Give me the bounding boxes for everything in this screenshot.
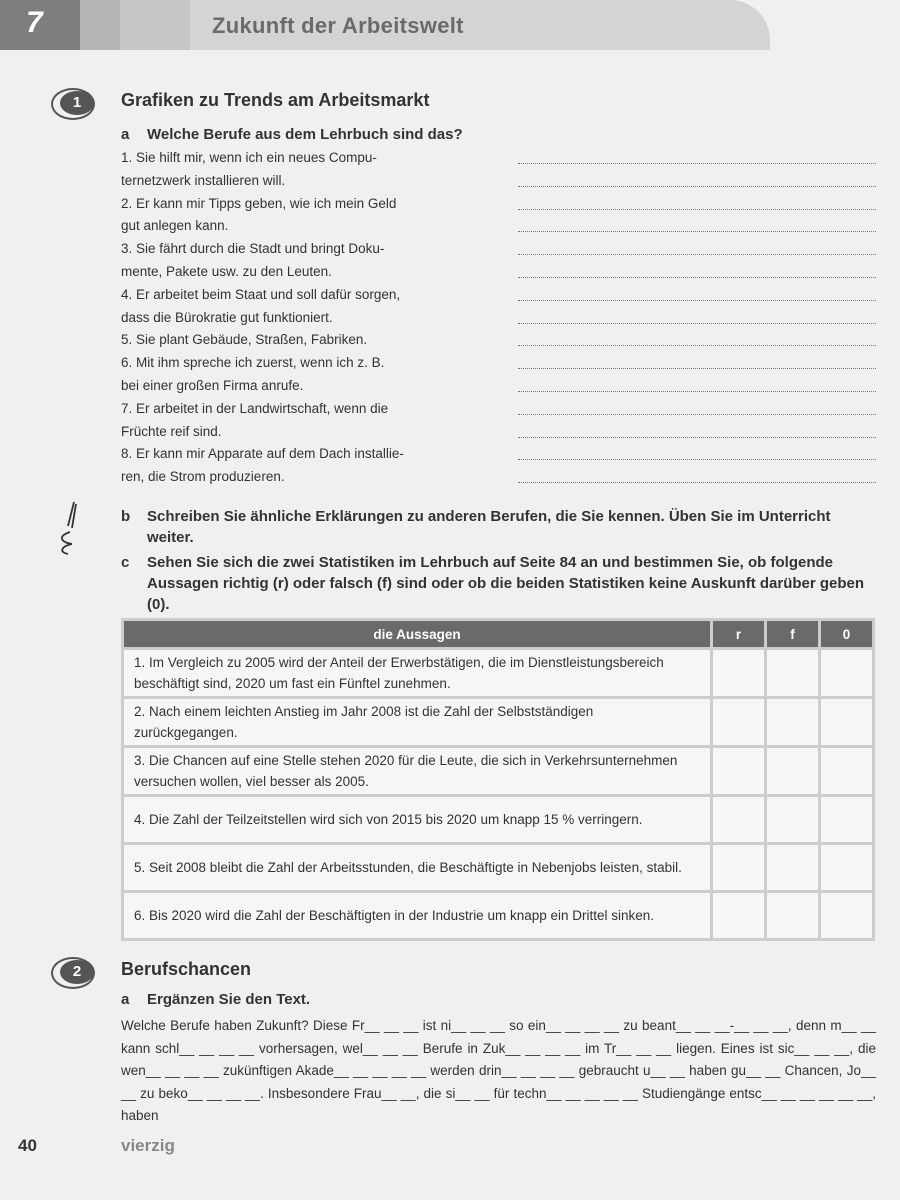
task-letter: c <box>121 554 130 571</box>
answer-line[interactable] <box>518 231 876 232</box>
table-row <box>123 698 874 747</box>
task-2a <box>121 989 876 1010</box>
statement-text: 5. Seit 2008 bleibt die Zahl der Arbeitsstunden, die Beschäftigte in Nebenjobs leisten, stabil. <box>123 844 712 892</box>
statement-text: 2. Nach einem leichten Anstieg im Jahr 2008 ist die Zahl der Selbstständigen zurückgegangen. <box>123 698 712 747</box>
question-line: 2. Er kann mir Tipps geben, wie ich mein Geld <box>121 195 397 211</box>
gap-fill-text: Welche Berufe haben Zukunft? Diese Fr__ __ __ ist ni__ __ __ so ein__ __ __ __ zu beant__ __ __-__ __ __, denn m__ __ kann schl__ __ __ __ vorhersagen, wel__ __ __ Berufe in Zuk__ __ __ __ im Tr__ __ __ liegen. Eines ist sic__ __ __, die wen__ __ __ __ zukünftigen Akade__ __ __ __ __ werden drin__ __ __ __ gebraucht u__ __ haben gu__ __ Chancen, Jo__ __ zu beko__ __ __ __. Insbesondere Frau__ __, die si__ __ für techn__ __ __ __ __ Studiengänge entsc__ __ __ __ __ __, haben <box>121 1018 876 1123</box>
task-1c <box>121 552 876 615</box>
answer-cell-r[interactable] <box>712 844 766 892</box>
statement-text: 6. Bis 2020 wird die Zahl der Beschäftigten in der Industrie um knapp ein Drittel sinken. <box>123 892 712 940</box>
question-line: Früchte reif sind. <box>121 423 222 439</box>
page-number: 40 <box>18 1136 37 1155</box>
answer-line[interactable] <box>518 209 876 210</box>
answer-cell-r[interactable] <box>712 649 766 698</box>
question-line: 4. Er arbeitet beim Staat und soll dafür sorgen, <box>121 286 401 302</box>
task-letter: b <box>121 508 131 525</box>
task-1b <box>121 506 876 548</box>
question-line: 1. Sie hilft mir, wenn ich ein neues Compu- <box>121 150 377 165</box>
exercise-1-title: Grafiken zu Trends am Arbeitsmarkt <box>121 90 430 110</box>
answer-line[interactable] <box>518 391 876 392</box>
question-line: dass die Bürokratie gut funktioniert. <box>121 309 333 325</box>
header-accent <box>80 0 120 50</box>
page-number-word: vierzig <box>121 1136 175 1155</box>
question-line: 3. Sie fährt durch die Stadt und bringt Doku- <box>121 241 385 257</box>
column-header-f: f <box>766 620 820 649</box>
task-text: Schreiben Sie ähnliche Erklärungen zu anderen Berufen, die Sie kennen. Üben Sie im Unterricht weiter. <box>147 508 831 546</box>
answer-cell-0[interactable] <box>820 844 874 892</box>
task-letter: a <box>121 991 130 1008</box>
table-row <box>123 649 874 698</box>
answer-cell-f[interactable] <box>766 796 820 844</box>
answer-cell-f[interactable] <box>766 698 820 747</box>
answer-cell-f[interactable] <box>766 747 820 796</box>
answer-line[interactable] <box>518 163 876 164</box>
question-line: ternetzwerk installieren will. <box>121 172 286 188</box>
header-accent-light <box>120 0 190 50</box>
question-line: 7. Er arbeitet in der Landwirtschaft, wenn die <box>121 400 389 416</box>
answer-cell-0[interactable] <box>820 892 874 940</box>
question-line: 6. Mit ihm spreche ich zuerst, wenn ich z. B. <box>121 355 385 371</box>
answer-cell-f[interactable] <box>766 649 820 698</box>
answer-line[interactable] <box>518 345 876 346</box>
answer-cell-0[interactable] <box>820 796 874 844</box>
answer-cell-0[interactable] <box>820 649 874 698</box>
exercise-number-1: 1 <box>60 91 94 115</box>
question-line: bei einer großen Firma anrufe. <box>121 378 304 393</box>
exercise-2-title: Berufschancen <box>121 959 252 979</box>
answer-line[interactable] <box>518 437 876 438</box>
answer-line[interactable] <box>518 482 876 483</box>
table-row <box>123 844 874 892</box>
task-text: Ergänzen Sie den Text. <box>147 991 311 1008</box>
answer-line[interactable] <box>518 277 876 278</box>
statement-text: 1. Im Vergleich zu 2005 wird der Anteil der Erwerbstätigen, die im Dienstleistungsbereich beschäftigt sind, 2020 um fast ein Fünftel zunehmen. <box>123 649 712 698</box>
answer-cell-r[interactable] <box>712 698 766 747</box>
table-row <box>123 892 874 940</box>
chapter-number-box <box>0 0 80 50</box>
answer-line[interactable] <box>518 414 876 415</box>
column-header-r: r <box>712 620 766 649</box>
statement-text: 4. Die Zahl der Teilzeitstellen wird sich von 2015 bis 2020 um knapp 15 % verringern. <box>123 796 712 844</box>
answer-line[interactable] <box>518 368 876 369</box>
answer-cell-0[interactable] <box>820 747 874 796</box>
answer-cell-r[interactable] <box>712 892 766 940</box>
task-text: Sehen Sie sich die zwei Statistiken im Lehrbuch auf Seite 84 an und bestimmen Sie, ob folgende Aussagen richtig (r) oder falsch (f) sind oder ob die beiden Statistiken keine Auskunft darüber geben (0). <box>147 554 865 613</box>
chapter-title: Zukunft der Arbeitswelt <box>212 13 464 38</box>
answer-line[interactable] <box>518 323 876 324</box>
table-row <box>123 796 874 844</box>
exercise-number-2: 2 <box>60 960 94 984</box>
answer-cell-0[interactable] <box>820 698 874 747</box>
answer-line[interactable] <box>518 186 876 187</box>
answer-cell-f[interactable] <box>766 844 820 892</box>
question-line: 8. Er kann mir Apparate auf dem Dach installie- <box>121 446 404 462</box>
statements-table <box>121 618 875 941</box>
task-1a <box>121 124 876 145</box>
answer-line[interactable] <box>518 300 876 301</box>
question-line: ren, die Strom produzieren. <box>121 469 285 485</box>
statement-text: 3. Die Chancen auf eine Stelle stehen 2020 für die Leute, die sich in Verkehrsunternehmen versuchen wollen, viel besser als 2005. <box>123 747 712 796</box>
chapter-number: 7 <box>26 6 43 39</box>
task-text: Welche Berufe aus dem Lehrbuch sind das? <box>147 126 463 143</box>
answer-cell-r[interactable] <box>712 796 766 844</box>
answer-line[interactable] <box>518 459 876 460</box>
table-row <box>123 747 874 796</box>
answer-cell-f[interactable] <box>766 892 820 940</box>
answer-line[interactable] <box>518 254 876 255</box>
question-line: 5. Sie plant Gebäude, Straßen, Fabriken. <box>121 332 368 348</box>
answer-cell-r[interactable] <box>712 747 766 796</box>
question-line: mente, Pakete usw. zu den Leuten. <box>121 264 332 279</box>
handwritten-mark-icon <box>54 498 94 558</box>
column-header-statements: die Aussagen <box>123 620 712 649</box>
table-header-row <box>123 620 874 649</box>
question-line: gut anlegen kann. <box>121 218 229 234</box>
task-letter: a <box>121 126 130 143</box>
column-header-0: 0 <box>820 620 874 649</box>
